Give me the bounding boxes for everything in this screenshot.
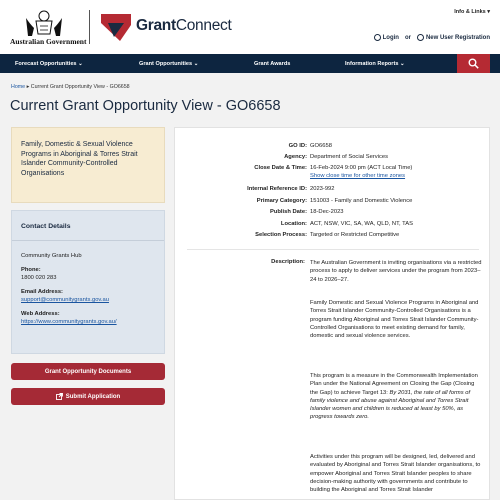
agency-label: Agency: — [284, 154, 307, 160]
info-links-menu[interactable]: Info & Links ▾ — [454, 9, 490, 15]
nav-grant-opportunities[interactable]: Grant Opportunities ⌄ — [139, 60, 199, 67]
description-paragraph-1: The Australian Government is inviting organisations via a restricted process to apply to deliver services under the program from 2023–24 to 2026–27. — [310, 260, 482, 283]
description-paragraph-3: This program is a measure in the Commonwealth Implementation Plan under the National Agreement on Closing the Gap (Closing the Gap) to achieve Target 13: By 2031, the rate of all forms of family violence and abuse against Aboriginal and Torres Strait Islander women and children is reduced at least by 50%, as progress towards zero. — [310, 373, 478, 421]
location-label: Location: — [280, 221, 307, 227]
web-link[interactable]: https://www.communitygrants.gov.au/ — [21, 319, 117, 325]
login-row — [374, 34, 490, 41]
nav-forecast-opportunities[interactable]: Forecast Opportunities ⌄ — [15, 60, 83, 67]
location-value: ACT, NSW, VIC, SA, WA, QLD, NT, TAS — [310, 221, 413, 227]
contact-org: Community Grants Hub — [21, 253, 82, 259]
go-id-value: GO6658 — [310, 143, 332, 149]
site-header — [0, 0, 500, 54]
description-paragraph-4: Activities under this program will be designed, led, delivered and evaluated by Aboriginal and Torres Strait Islander organisations, to empower Aboriginal and Torres Strait Islander peoples to share decision-making authority with governments and contribute to building the Aboriginal and Torres Strait Islander — [310, 454, 481, 494]
section-divider — [187, 249, 479, 250]
opportunity-title-card — [11, 127, 165, 203]
internal-ref-label: Internal Reference ID: — [247, 186, 307, 192]
login-link[interactable]: Login — [374, 34, 399, 41]
close-date-label: Close Date & Time: — [254, 165, 307, 171]
breadcrumb-separator: ▸ — [26, 84, 30, 90]
publish-date-label: Publish Date: — [269, 209, 307, 215]
category-value: 151003 - Family and Domestic Violence — [310, 198, 413, 204]
description-label: Description: — [271, 259, 305, 265]
user-icon — [374, 34, 381, 41]
target-13-quote: By 2031, the rate of all forms of family violence and abuse against Aboriginal and Torres Strait Islander women and children is reduced at least by 50%, as progress towards zero. — [310, 389, 471, 421]
submit-application-button[interactable]: Submit Application — [11, 388, 165, 405]
agency-value: Department of Social Services — [310, 154, 388, 160]
contact-card — [11, 210, 165, 354]
other-time-zones-link[interactable]: Show close time for other time zones — [310, 173, 406, 179]
page-title: Current Grant Opportunity View - GO6658 — [10, 98, 281, 114]
add-user-icon — [417, 34, 424, 41]
opportunity-title: Family, Domestic & Sexual Violence Programs in Aboriginal & Torres Strait Islander Community-Controlled Organisations — [21, 141, 138, 177]
breadcrumb-current: Current Grant Opportunity View - GO6658 — [30, 84, 130, 90]
email-link[interactable]: support@communitygrants.gov.au — [21, 297, 109, 303]
grant-opportunity-documents-button[interactable]: Grant Opportunity Documents — [11, 363, 165, 380]
register-link[interactable]: New User Registration — [417, 34, 490, 41]
external-link-icon — [56, 393, 63, 400]
breadcrumb — [11, 84, 130, 90]
nav-grant-awards[interactable]: Grant Awards — [254, 60, 291, 67]
grantconnect-logo-icon[interactable] — [100, 13, 132, 43]
web-label: Web Address: — [21, 311, 60, 317]
selection-process-label: Selection Process: — [255, 232, 307, 238]
opportunity-details — [174, 127, 490, 500]
nav-information-reports[interactable]: Information Reports ⌄ — [345, 60, 405, 67]
header-divider — [89, 10, 90, 44]
publish-date-value: 18-Dec-2023 — [310, 209, 344, 215]
go-id-label: GO ID: — [288, 143, 307, 149]
search-icon — [468, 58, 479, 69]
phone-value: 1800 020 283 — [21, 275, 57, 281]
category-label: Primary Category: — [256, 198, 307, 204]
contact-heading: Contact Details — [12, 211, 164, 241]
main-nav — [0, 54, 500, 73]
breadcrumb-home[interactable]: Home — [11, 84, 26, 90]
search-button[interactable] — [457, 54, 490, 73]
phone-label: Phone: — [21, 267, 41, 273]
description-paragraph-2: Family Domestic and Sexual Violence Programs in Aboriginal and Torres Strait Islander Community-Controlled Organisations is a program funding Aboriginal and Torres Strait Islander Community-Controlled Organisations to meet existing demand for family, domestic and sexual violence services. — [310, 300, 479, 340]
internal-ref-value: 2023-992 — [310, 186, 335, 192]
selection-process-value: Targeted or Restricted Competitive — [310, 232, 400, 238]
gov-label: Australian Government — [10, 37, 87, 46]
brand-name[interactable]: GrantConnect — [136, 17, 232, 34]
email-label: Email Address: — [21, 289, 63, 295]
or-separator: or — [404, 34, 411, 41]
close-date-value: 16-Feb-2024 9:00 pm (ACT Local Time) — [310, 165, 413, 171]
